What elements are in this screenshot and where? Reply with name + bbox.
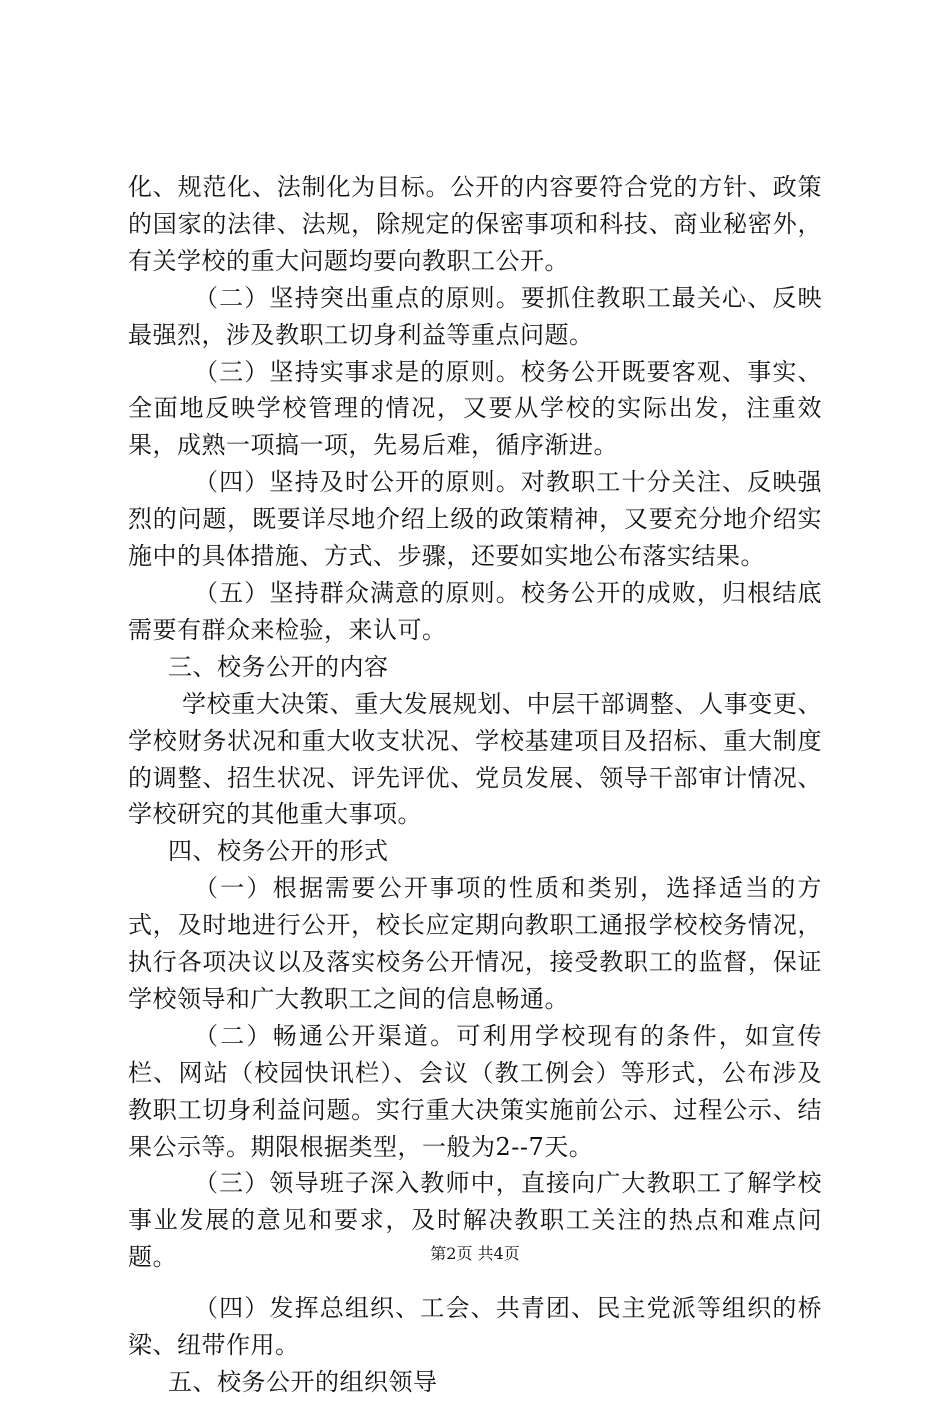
paragraph-form-3: （三）领导班子深入教师中，直接向广大教职工了解学校事业发展的意见和要求，及时解决教职工关注的热点和难点问题。 — [128, 1169, 822, 1272]
section-heading-4: 四、校务公开的形式 — [168, 837, 389, 866]
section-heading-5: 五、校务公开的组织领导 — [168, 1368, 438, 1396]
section-heading-3: 三、校务公开的内容 — [168, 652, 389, 681]
page-number-footer: 第2页 共4页 — [430, 1244, 520, 1263]
paragraph-form-2: （二）畅通公开渠道。可利用学校现有的条件，如宣传栏、网站（校园快讯栏）、会议（教工例会）等形式，公布涉及教职工切身利益问题。实行重大决策实施前公示、过程公示、结果公示等。期限根据类型，一般为2--7天。 — [128, 1021, 822, 1161]
paragraph-form-1: （一）根据需要公开事项的性质和类别，选择适当的方式，及时地进行公开，校长应定期向教职工通报学校校务情况，执行各项决议以及落实校务公开情况，接受教职工的监督，保证学校领导和广大教职工之间的信息畅通。 — [128, 874, 822, 1013]
paragraph-principle-3: （三）坚持实事求是的原则。校务公开既要客观、事实、全面地反映学校管理的情况，又要从学校的实际出发，注重效果，成熟一项搞一项，先易后难，循序渐进。 — [128, 357, 822, 460]
paragraph-principle-4: （四）坚持及时公开的原则。对教职工十分关注、反映强烈的问题，既要详尽地介绍上级的政策精神，又要充分地介绍实施中的具体措施、方式、步骤，还要如实地公布落实结果。 — [128, 468, 822, 571]
paragraph-principle-5: （五）坚持群众满意的原则。校务公开的成败，归根结底需要有群众来检验，来认可。 — [128, 578, 822, 644]
paragraph-principle-2: （二）坚持突出重点的原则。要抓住教职工最关心、反映最强烈，涉及教职工切身利益等重点问题。 — [128, 283, 822, 349]
paragraph-form-4: （四）发挥总组织、工会、共青团、民主党派等组织的桥梁、纽带作用。 — [128, 1294, 822, 1360]
paragraph-content-list: 学校重大决策、重大发展规划、中层干部调整、人事变更、学校财务状况和重大收支状况、学校基建项目及招标、重大制度的调整、招生状况、评先评优、党员发展、领导干部审计情况、学校研究的其他重大事项。 — [128, 689, 822, 829]
paragraph-intro-continuation: 化、规范化、法制化为目标。公开的内容要符合党的方针、政策的国家的法律、法规，除规定的保密事项和科技、商业秘密外，有关学校的重大问题均要向教职工公开。 — [128, 173, 822, 275]
document-body — [128, 169, 822, 1401]
